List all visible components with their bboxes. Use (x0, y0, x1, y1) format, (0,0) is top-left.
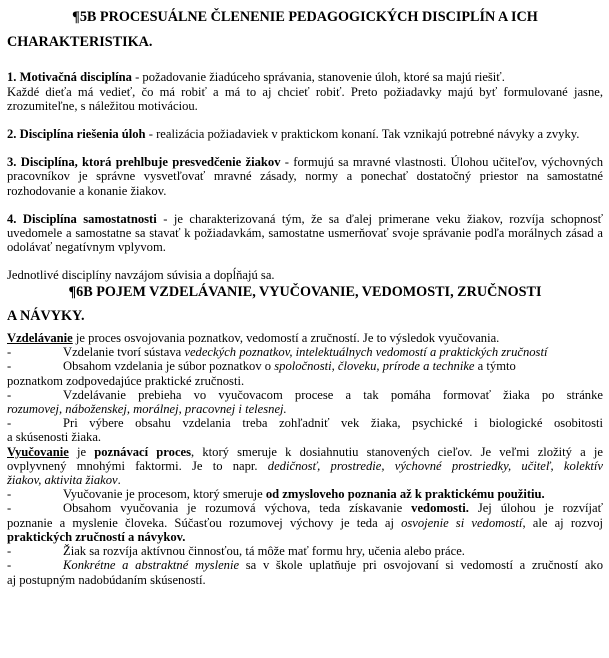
discipline-4-text: - je charakterizovaná tým, že sa ďalej primerane veku žiakov, rozvíja schopnosť uvedomele a samostatne sa stavať k požiadavkám, samostatne usmerňovať svoje správanie podľa morálnych zásad a odolávať negatívnym vplyvom. (7, 211, 603, 255)
section6-title: ¶6B POJEM VZDELÁVANIE, VYUČOVANIE, VEDOMOSTI, ZRUČNOSTI (68, 283, 542, 300)
vyucovanie-b2-cont-it: osvojenie si vedomostí (401, 515, 523, 530)
vyucovanie-line2-pre: ovplyvnený mnohými faktormi. Je to napr. (7, 458, 268, 473)
discipline-1 (7, 70, 603, 84)
bullet-dash: - (7, 544, 12, 559)
vzdelavanie-intro (7, 331, 603, 345)
vyucovanie-b4-post: sa v škole uplatňuje pri osvojovaní si vedomostí a zručností ako (239, 558, 603, 573)
vyucovanie-b3: Žiak sa rozvíja aktívnou činnosťou, tá môže mať formu hry, učenia alebo práce. (63, 544, 465, 559)
discipline-2-text: - realizácia požiadaviek v praktickom konaní. Tak vznikajú potrebné návyky a zvyky. (145, 127, 580, 142)
discipline-2-name: Disciplína riešenia úloh (19, 127, 146, 142)
vyucovanie-line3-it: žiakov, aktivita žiakov (7, 473, 118, 488)
bullet-dash: - (7, 501, 12, 516)
discipline-2-num: 2. (7, 127, 17, 142)
vyucovanie-b4-it: Konkrétne a abstraktné myslenie (63, 558, 240, 573)
discipline-4 (7, 212, 603, 255)
vyucovanie-intro (7, 445, 603, 459)
discipline-1-text: Každé dieťa má vedieť, čo má robiť a má to aj chcieť robiť. Preto požiadavky majú byť formulované jasne, zrozumiteľne, s náležitou motiváciou. (7, 84, 603, 113)
discipline-1-num: 1. (7, 70, 17, 85)
vyucovanie-b2-cont-pre: poznanie a myslenie človeka. Súčasťou rozumovej výchovy je teda aj (7, 515, 402, 530)
list-item (7, 416, 603, 430)
discipline-3-text: - formujú sa mravné vlastnosti. Úlohou učiteľov, výchovných pracovníkov je správne vysvetľovať mravné zásady, normy a ponechať dostatočný priestor na samostatné rozhodovanie a konanie žiakov. (7, 155, 604, 198)
section5-title (7, 10, 603, 24)
vzdelavanie-b2-pre: Obsahom vzdelania je súbor poznatkov o (63, 359, 275, 374)
vzdelavanie-b2-post: a týmto (474, 359, 516, 374)
closing-sentence: Jednotlivé disciplíny navzájom súvisia a dopĺňajú sa. (7, 268, 275, 283)
document-page (7, 0, 603, 587)
list-item (7, 487, 603, 501)
vyucovanie-b2-pre: Obsahom vyučovania je rozumová výchova, teda získavanie (63, 501, 412, 516)
vzdelavanie-b3: Vzdelávanie prebieha vo vyučovacom procese a tak pomáha formovať žiaka po stránke (63, 387, 603, 402)
discipline-4-name: Disciplína samostatnosti (22, 211, 157, 226)
vyucovanie-b2-bold: vedomosti. (411, 501, 469, 516)
vyucovanie-b2-cont-post: , ale aj rozvoj (522, 515, 603, 530)
list-item (7, 345, 603, 359)
vyucovanie-b1-pre: Vyučovanie je procesom, ktorý smeruje (63, 487, 266, 502)
discipline-4-num: 4. (7, 211, 17, 226)
vzdelavanie-b3-cont: rozumovej, náboženskej, morálnej, pracovnej i telesnej. (7, 402, 287, 417)
section5-title-line2: CHARAKTERISTIKA. (7, 34, 153, 51)
bullet-dash: - (7, 487, 12, 502)
vyucovanie-b2-post: Jej úlohou je rozvíjať (468, 501, 603, 516)
discipline-2 (7, 127, 603, 141)
vyucovanie-line1: , ktorý smeruje k dosiahnutiu stanovených cieľov. Je veľmi zložitý a je (191, 444, 603, 459)
list-item (7, 359, 603, 373)
discipline-3-num: 3. (7, 155, 17, 170)
vzdelavanie-b2-cont: poznatkom zodpovedajúce praktické zručnosti. (7, 373, 245, 388)
vyucovanie-term: Vyučovanie (7, 444, 69, 459)
discipline-3-name: Disciplína, ktorá prehlbuje presvedčenie žiakov (20, 155, 281, 170)
vyucovanie-b4-cont: aj postupným nadobúdaním skúseností. (7, 572, 206, 587)
section5-title-line1: ¶5B PROCESUÁLNE ČLENENIE PEDAGOGICKÝCH DISCIPLÍN A ICH (72, 9, 538, 25)
bullet-dash: - (7, 416, 12, 431)
vyucovanie-b1-bold: od zmysloveho poznania až k praktickému použitiu. (265, 487, 545, 502)
vzdelavanie-b2-it: spoločnosti, človeku, prírode a technike (274, 359, 475, 374)
vyucovanie-b2-cont2: praktických zručností a návykov. (7, 529, 186, 544)
vzdelavanie-b4: Pri výbere obsahu vzdelania treba zohľadniť vek žiaka, psychické i biologické osobitosti (63, 416, 603, 431)
list-item (7, 501, 603, 515)
vzdelavanie-b1-it: vedeckých poznatkov, intelektuálnych vedomostí a praktických zručností (184, 345, 548, 360)
vyucovanie-is: je (68, 444, 95, 459)
bullet-dash: - (7, 387, 12, 402)
bullet-dash: - (7, 558, 12, 573)
discipline-3 (7, 155, 603, 198)
list-item (7, 544, 603, 558)
vyucovanie-line3-post: . (117, 473, 121, 488)
vyucovanie-line2-it: dedičnosť, prostredie, výchovné prostriedky, učiteľ, kolektív (267, 458, 604, 473)
bullet-dash: - (7, 345, 12, 360)
vzdelavanie-b4-cont: a skúsenosti žiaka. (7, 430, 102, 445)
list-item (7, 388, 603, 402)
list-item (7, 558, 603, 572)
bullet-dash: - (7, 359, 12, 374)
vzdelavanie-term: Vzdelávanie (7, 331, 73, 346)
vyucovanie-bold: poznávací proces (94, 444, 192, 459)
vzdelavanie-intro-text: je proces osvojovania poznatkov, vedomostí a zručností. Je to výsledok vyučovania. (72, 331, 500, 346)
discipline-1-line1: - požadovanie žiadúceho správania, stanovenie úloh, ktoré sa majú riešiť. (131, 70, 505, 85)
section6-title-line2: A NÁVYKY. (7, 307, 85, 324)
vzdelavanie-b1-pre: Vzdelanie tvorí sústava (63, 345, 185, 360)
discipline-1-name: Motivačná disciplína (19, 70, 132, 85)
